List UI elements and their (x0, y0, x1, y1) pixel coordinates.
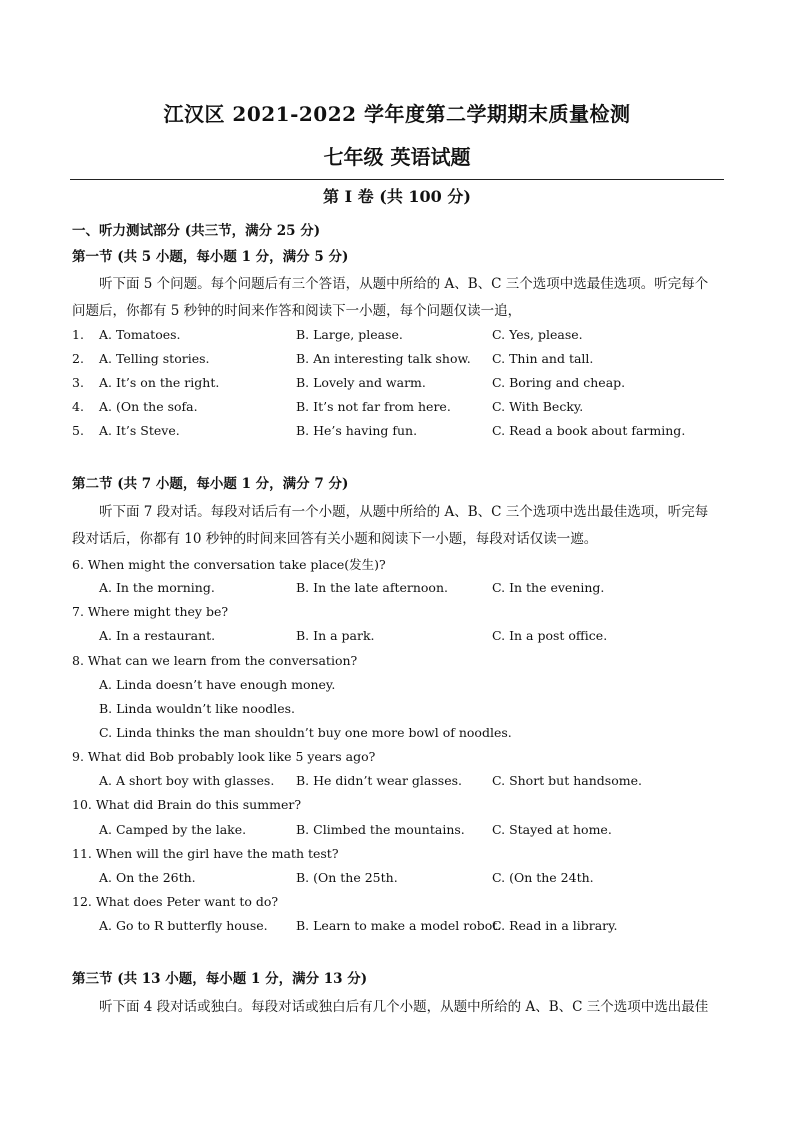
part1-heading: 一、听力测试部分 (共三节，满分 25 分) (72, 223, 321, 239)
option-c: C. Read in a library. (492, 918, 618, 933)
question-9: 9. What did Bob probably look like 5 years ago? (72, 749, 376, 764)
exam-title: 江汉区 2021-2022 学年度第二学期期末质量检测 (163, 102, 631, 126)
question-7: 7. Where might they be? (72, 604, 229, 619)
option-c: C. Read a book about farming. (492, 423, 686, 438)
option-a: A. (On the sofa. (99, 399, 198, 414)
option-b: B. In the late afternoon. (296, 580, 448, 595)
section3-heading: 第三节 (共 13 小题，每小题 1 分，满分 13 分) (72, 971, 368, 987)
item-number: 1. (72, 327, 84, 342)
item-number: 4. (72, 399, 84, 414)
option-c: C. Boring and cheap. (492, 375, 626, 390)
section2-heading: 第二节 (共 7 小题，每小题 1 分，满分 7 分) (72, 476, 349, 492)
question-6: 6. When might the conversation take place(发生)? (72, 557, 386, 572)
section2-instructions: 听下面 7 段对话。每段对话后有一个小题，从题中所给的 A、B、C 三个选项中选出最佳选项，听完每 (99, 504, 709, 520)
option-c: C. In the evening. (492, 580, 605, 595)
question-11: 11. When will the girl have the math test? (72, 846, 339, 861)
question-10: 10. What did Brain do this summer? (72, 797, 302, 812)
item-number: 5. (72, 423, 84, 438)
question-8: 8. What can we learn from the conversation? (72, 653, 358, 668)
option-a: A. Tomatoes. (99, 327, 181, 342)
title-divider (70, 179, 724, 180)
section2-instructions-cont: 段对话后，你都有 10 秒钟的时间来回答有关小题和阅读下一小题，每段对话仅读一遮。 (72, 531, 598, 547)
option-a: A. It’s Steve. (99, 423, 180, 438)
option-a: A. On the 26th. (99, 870, 196, 885)
option-c: C. (On the 24th. (492, 870, 594, 885)
option-c: C. Thin and tall. (492, 351, 594, 366)
section3-instructions: 听下面 4 段对话或独白。每段对话或独白后有几个小题，从题中所给的 A、B、C 三个选项中选出最佳 (99, 999, 709, 1015)
option-b: B. It’s not far from here. (296, 399, 451, 414)
option-b: B. He didn’t wear glasses. (296, 773, 462, 788)
option-b: B. Large, please. (296, 327, 403, 342)
question-12: 12. What does Peter want to do? (72, 894, 279, 909)
section1-heading: 第一节 (共 5 小题，每小题 1 分，满分 5 分) (72, 249, 349, 265)
option-b: B. Linda wouldn’t like noodles. (99, 701, 296, 716)
option-a: A. In a restaurant. (99, 628, 216, 643)
option-a: A. In the morning. (99, 580, 215, 595)
option-c: C. Yes, please. (492, 327, 583, 342)
option-b: B. Lovely and warm. (296, 375, 426, 390)
option-c: C. In a post office. (492, 628, 608, 643)
volume-heading: 第 I 卷 (共 100 分) (323, 187, 471, 206)
item-number: 3. (72, 375, 84, 390)
section1-instructions-cont: 问题后，你都有 5 秒钟的时间来作答和阅读下一小题，每个问题仅读一追， (72, 303, 522, 319)
exam-subtitle: 七年级 英语试题 (323, 145, 471, 169)
option-a: A. A short boy with glasses. (99, 773, 275, 788)
option-c: C. With Becky. (492, 399, 584, 414)
option-c: C. Linda thinks the man shouldn’t buy one more bowl of noodles. (99, 725, 512, 740)
item-number: 2. (72, 351, 84, 366)
option-c: C. Short but handsome. (492, 773, 642, 788)
option-a: A. Camped by the lake. (99, 822, 247, 837)
section1-instructions: 听下面 5 个问题。每个问题后有三个答语，从题中所给的 A、B、C 三个选项中选最佳选项。听完每个 (99, 276, 709, 292)
option-b: B. An interesting talk show. (296, 351, 471, 366)
option-a: A. Go to R butterfly house. (99, 918, 268, 933)
option-c: C. Stayed at home. (492, 822, 612, 837)
option-b: B. Learn to make a model robot. (296, 918, 502, 933)
option-a: A. Telling stories. (99, 351, 210, 366)
option-a: A. Linda doesn’t have enough money. (99, 677, 336, 692)
option-b: B. He’s having fun. (296, 423, 418, 438)
option-b: B. Climbed the mountains. (296, 822, 465, 837)
option-a: A. It’s on the right. (99, 375, 220, 390)
option-b: B. (On the 25th. (296, 870, 398, 885)
option-b: B. In a park. (296, 628, 375, 643)
